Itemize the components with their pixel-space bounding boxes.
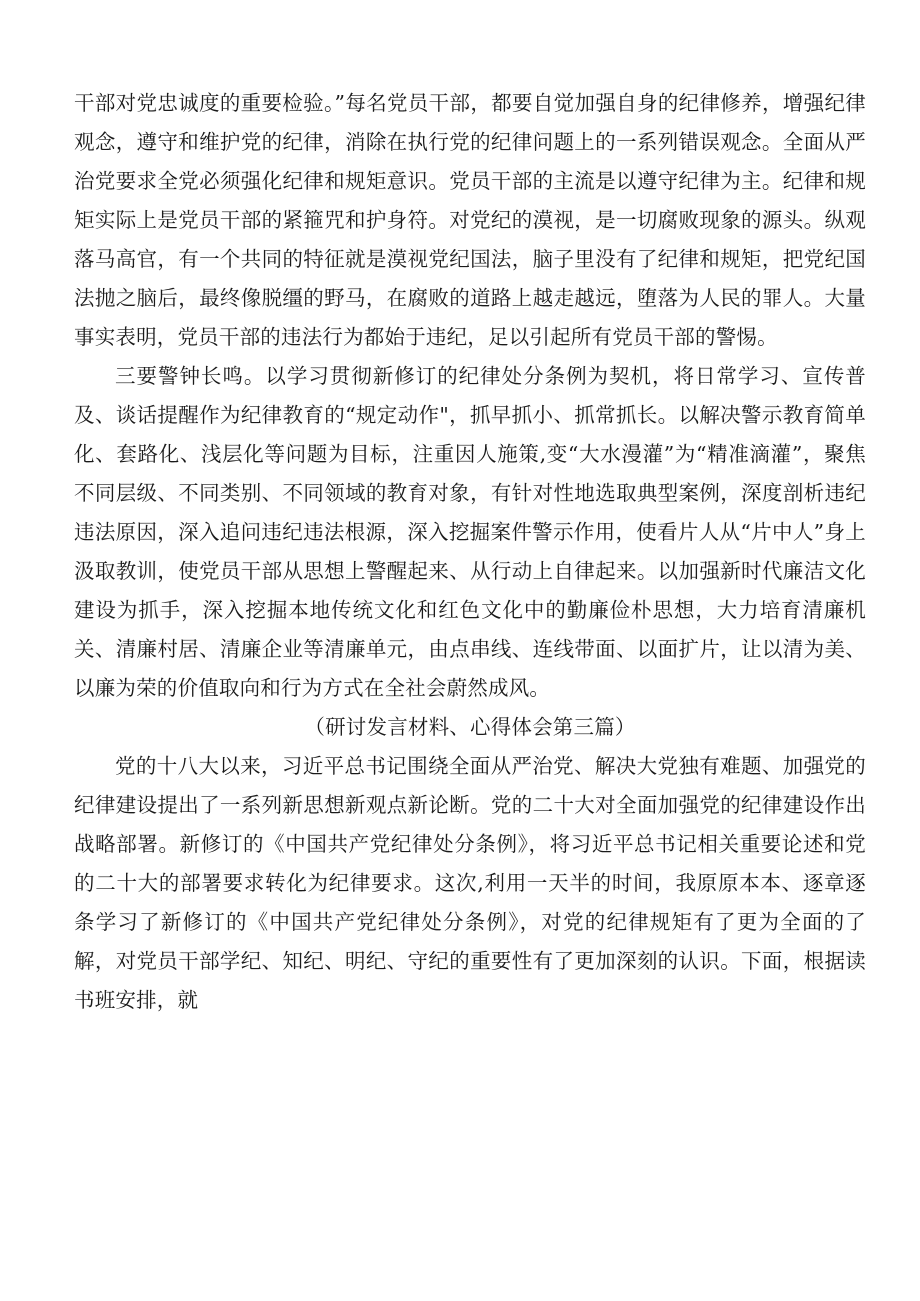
paragraph-3: 党的十八大以来，习近平总书记围绕全面从严治党、解决大党独有难题、加强党的纪律建设提出了一系列新思想新观点新论断。党的二十大对全面加强党的纪律建设作出战略部署。新修订的《中国共产党纪律处分条例》，将习近平总书记相关重要论述和党的二十大的部署要求转化为纪律要求。这次,利用一天半的时间，我原原本本、逐章逐条学习了新修订的《中国共产党纪律处分条例》，对党的纪律规矩有了更为全面的了解，对党员干部学纪、知纪、明纪、守纪的重要性有了更加深刻的认识。下面，根据读书班安排，就 — [74, 754, 866, 1012]
document-body — [74, 84, 866, 1020]
section-heading: （研讨发言材料、心得体会第三篇） — [304, 715, 636, 739]
paragraph-2: 三要警钟长鸣。以学习贯彻新修订的纪律处分条例为契机，将日常学习、宣传普及、谈话提醒作为纪律教育的“规定动作"，抓早抓小、抓常抓长。以解决警示教育简单化、套路化、浅层化等问题为目标，注重因人施策,变“大水漫灌”为“精准滴灌”，聚焦不同层级、不同类别、不同领域的教育对象，有针对性地选取典型案例，深度剖析违纪违法原因，深入追问违纪违法根源，深入挖掘案件警示作用，使看片人从“片中人”身上汲取教训，使党员干部从思想上警醒起来、从行动上自律起来。以加强新时代廉洁文化建设为抓手，深入挖掘本地传统文化和红色文化中的勤廉俭朴思想，大力培育清廉机关、清廉村居、清廉企业等清廉单元，由点串线、连线带面、以面扩片，让以清为美、以廉为荣的价值取向和行为方式在全社会蔚然成风。 — [74, 364, 866, 700]
paragraph-1: 干部对党忠诚度的重要检验。”每名党员干部，都要自觉加强自身的纪律修养，增强纪律观念，遵守和维护党的纪律，消除在执行党的纪律问题上的一系列错误观念。全面从严治党要求全党必须强化纪律和规矩意识。党员干部的主流是以遵守纪律为主。纪律和规矩实际上是党员干部的紧箍咒和护身符。对党纪的漠视，是一切腐败现象的源头。纵观落马高官，有一个共同的特征就是漠视党纪国法，脑子里没有了纪律和规矩，把党纪国法抛之脑后，最终像脱缰的野马，在腐败的道路上越走越远，堕落为人民的罪人。大量事实表明，党员干部的违法行为都始于违纪，足以引起所有党员干部的警惕。 — [74, 91, 866, 349]
